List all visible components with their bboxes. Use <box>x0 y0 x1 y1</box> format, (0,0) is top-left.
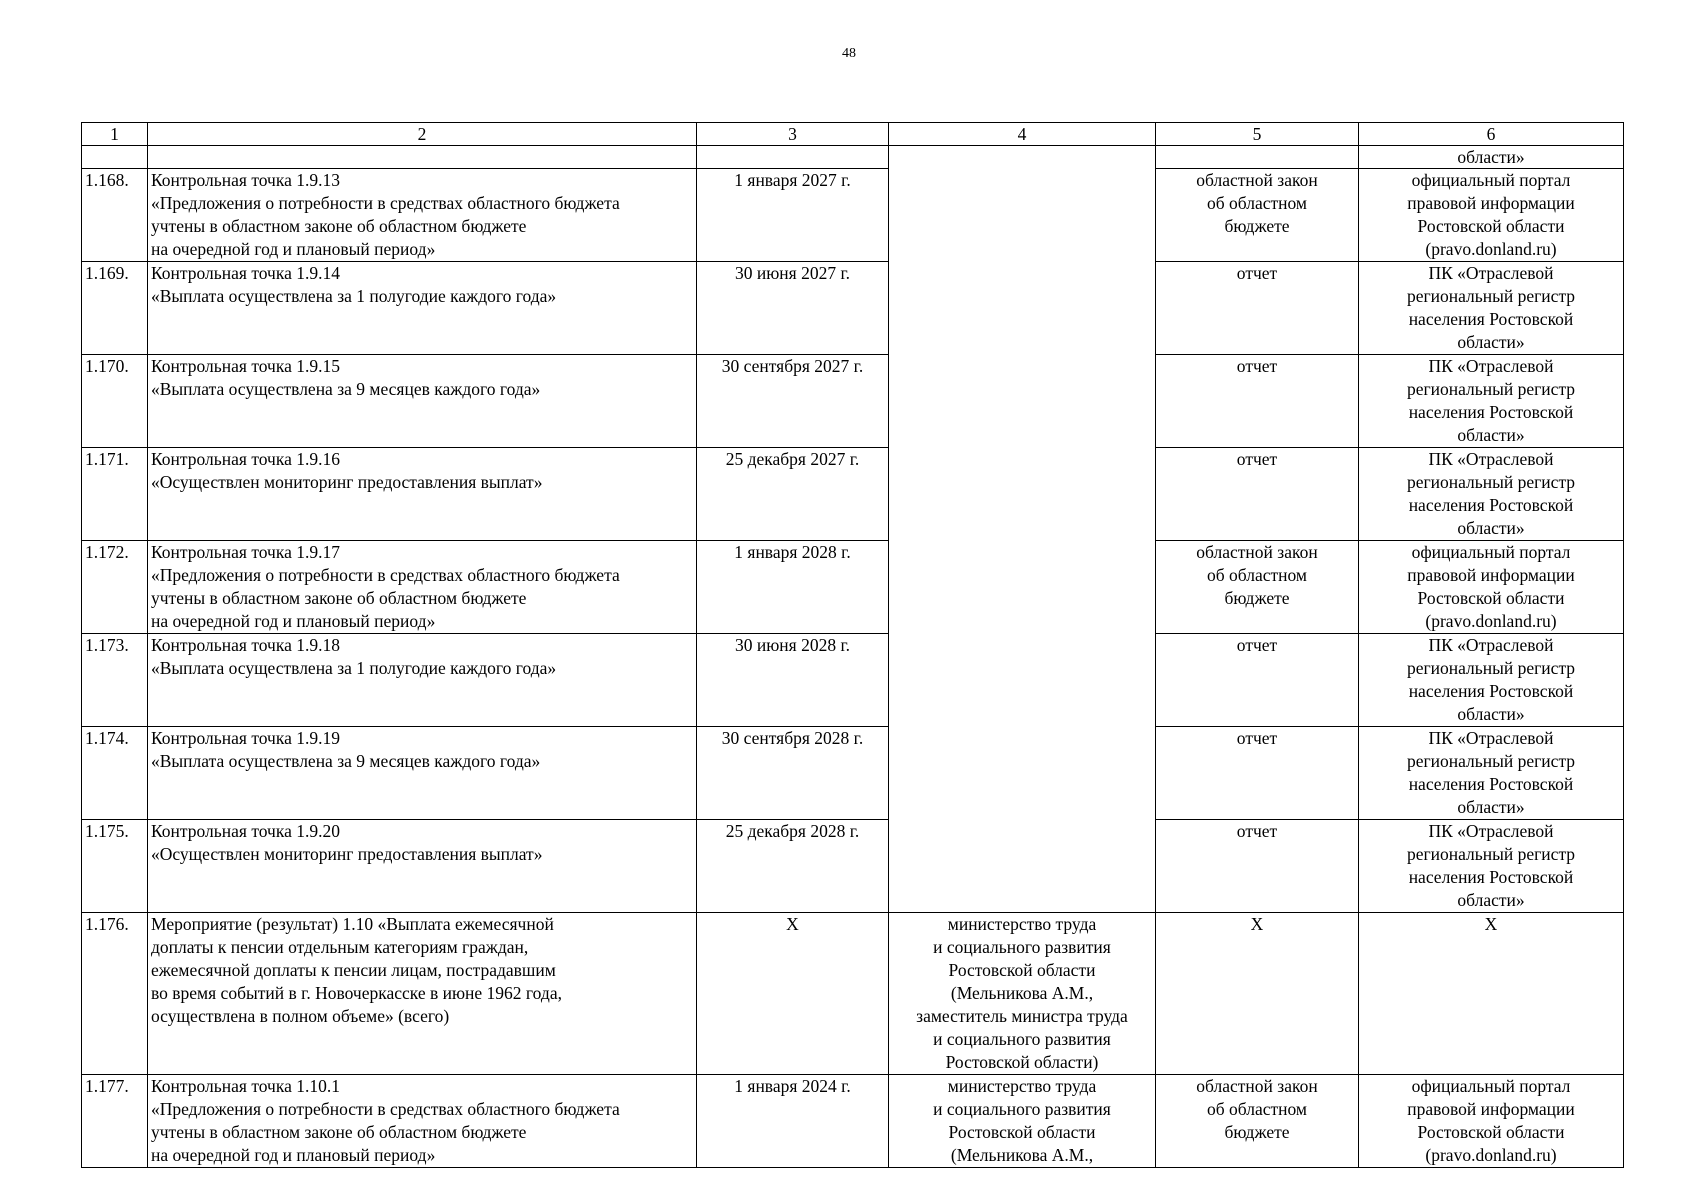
table.rows.2.c2-line: «Выплата осуществлена за 9 месяцев каждого года» <box>151 379 541 399</box>
table.event_row.c3-line: X <box>786 914 799 934</box>
information-source <box>1359 169 1624 262</box>
row-number: 1.171. <box>82 448 148 541</box>
table.rows.6.c2-line: «Выплата осуществлена за 9 месяцев каждого года» <box>151 751 541 771</box>
table.rows.0.c3-line: 1 января 2027 г. <box>734 170 851 190</box>
carryover-cell-document <box>1156 146 1359 169</box>
header-cell-3: 3 <box>697 123 889 146</box>
table.rows.6.c2-line: Контрольная точка 1.9.19 <box>151 728 340 748</box>
information-source <box>1359 355 1624 448</box>
table.rows.3.c6-line: региональный регистр <box>1406 472 1576 492</box>
table.rows.1.c2-line: «Выплата осуществлена за 1 полугодие каждого года» <box>151 286 557 306</box>
table.rows.5.c6-line: области» <box>1457 704 1525 724</box>
table-row <box>82 448 1624 541</box>
table.rows.4.c3-line: 1 января 2028 г. <box>734 542 851 562</box>
table.rows.4.c6-line: официальный портал <box>1411 542 1571 562</box>
table.rows.7.c2-line: «Осуществлен мониторинг предоставления выплат» <box>151 844 543 864</box>
table.rows.2.c2-line: Контрольная точка 1.9.15 <box>151 356 340 376</box>
table.rows.5.c5-line: отчет <box>1236 635 1278 655</box>
table.rows.4.c6-line: правовой информации <box>1407 565 1575 585</box>
table.rows.4.c2-line: учтены в областном законе об областном бюджете <box>151 588 527 608</box>
table.rows.1.c3-line: 30 июня 2027 г. <box>734 263 851 283</box>
table.rows.5.c6-line: населения Ростовской <box>1408 681 1574 701</box>
row-number: 1.172. <box>82 541 148 634</box>
table.last_row.c5-line: бюджете <box>1224 1122 1290 1142</box>
information-source <box>1359 541 1624 634</box>
due-date <box>697 448 889 541</box>
table.event_row.c2-line: доплаты к пенсии отдельным категориям граждан, <box>151 937 529 957</box>
table.rows.7.c3-line: 25 декабря 2028 г. <box>725 821 860 841</box>
table.rows.5.c2-line: Контрольная точка 1.9.18 <box>151 635 340 655</box>
table.last_row.c6-line: Ростовской области <box>1417 1122 1565 1142</box>
table.rows.4.c2-line: Контрольная точка 1.9.17 <box>151 542 340 562</box>
table.rows.4.c5-line: бюджете <box>1224 588 1290 608</box>
document-type <box>1156 262 1359 355</box>
document-type <box>1156 820 1359 913</box>
table-row <box>82 820 1624 913</box>
table.rows.0.c6-line: официальный портал <box>1411 170 1571 190</box>
document-type <box>1156 1075 1359 1168</box>
table.rows.3.c6-line: ПК «Отраслевой <box>1428 449 1554 469</box>
table.last_row.c3-line: 1 января 2024 г. <box>734 1076 851 1096</box>
table.rows.1.c2-line: Контрольная точка 1.9.14 <box>151 263 340 283</box>
plan-table-body <box>82 123 1624 1168</box>
table.rows.0.c2-line: учтены в областном законе об областном бюджете <box>151 216 527 236</box>
control-point-description <box>148 262 697 355</box>
table.event_row.c4-line: и социального развития <box>933 937 1111 957</box>
table.event_row.c5-line: X <box>1250 914 1264 934</box>
table.rows.0.c2-line: на очередной год и плановый период» <box>151 239 436 259</box>
table.last_row.c6-line: правовой информации <box>1407 1099 1575 1119</box>
table.rows.2.c6-line: региональный регистр <box>1406 379 1576 399</box>
table.last_row.c4-line: министерство труда <box>947 1076 1097 1096</box>
row-number: 1.173. <box>82 634 148 727</box>
row-number: 1.169. <box>82 262 148 355</box>
carryover-cell-date <box>697 146 889 169</box>
table.rows.7.c6-line: населения Ростовской <box>1408 867 1574 887</box>
table.rows.1.c6-line: ПК «Отраслевой <box>1428 263 1554 283</box>
document-type <box>1156 541 1359 634</box>
header-cell-4: 4 <box>889 123 1156 146</box>
table.event_row.c4-line: (Мельникова А.М., <box>950 983 1094 1003</box>
table.rows.3.c6-line: области» <box>1457 518 1525 538</box>
table.rows.2.c3-line: 30 сентября 2027 г. <box>721 356 864 376</box>
table.rows.3.c5-line: отчет <box>1236 449 1278 469</box>
table.event_row.c2-line: во время событий в г. Новочеркасске в июне 1962 года, <box>151 983 562 1003</box>
row-number: 1.168. <box>82 169 148 262</box>
table.rows.6.c3-line: 30 сентября 2028 г. <box>721 728 864 748</box>
responsible-cell-merged <box>889 146 1156 913</box>
table.rows.1.c6-line: населения Ростовской <box>1408 309 1574 329</box>
table.event_row.c2-line: ежемесячной доплаты к пенсии лицам, пострадавшим <box>151 960 556 980</box>
table.rows.3.c2-line: «Осуществлен мониторинг предоставления выплат» <box>151 472 543 492</box>
table.rows.0.c2-line: Контрольная точка 1.9.13 <box>151 170 340 190</box>
due-date <box>697 820 889 913</box>
header-row <box>82 123 1624 146</box>
table.rows.0.c2-line: «Предложения о потребности в средствах областного бюджета <box>151 193 620 213</box>
row-number: 1.174. <box>82 727 148 820</box>
information-source <box>1359 1075 1624 1168</box>
table.rows.1.c5-line: отчет <box>1236 263 1278 283</box>
table.rows.3.c6-line: населения Ростовской <box>1408 495 1574 515</box>
table.rows.0.c6-line: (pravo.donland.ru) <box>1425 239 1557 259</box>
table.rows.2.c5-line: отчет <box>1236 356 1278 376</box>
due-date <box>697 355 889 448</box>
table.last_row.c6-line: (pravo.donland.ru) <box>1425 1145 1557 1165</box>
table.last_row.c4-line: Ростовской области <box>948 1122 1096 1142</box>
information-source <box>1359 634 1624 727</box>
row-number: 1.176. <box>82 913 148 1075</box>
control-point-description <box>148 169 697 262</box>
table.rows.0.c5-line: бюджете <box>1224 216 1290 236</box>
table.rows.5.c6-line: региональный регистр <box>1406 658 1576 678</box>
table.rows.3.c3-line: 25 декабря 2027 г. <box>725 449 860 469</box>
control-point-description <box>148 1075 697 1168</box>
table.event_row.c2-line: Мероприятие (результат) 1.10 «Выплата ежемесячной <box>151 914 554 934</box>
table.last_row.c2-line: Контрольная точка 1.10.1 <box>151 1076 340 1096</box>
due-date <box>697 262 889 355</box>
table.rows.4.c2-line: «Предложения о потребности в средствах областного бюджета <box>151 565 620 585</box>
table.rows.0.c5-line: областной закон <box>1196 170 1318 190</box>
table-row <box>82 541 1624 634</box>
table.event_row.c4-line: министерство труда <box>947 914 1097 934</box>
information-source <box>1359 820 1624 913</box>
due-date <box>697 634 889 727</box>
table.rows.1.c6-line: региональный регистр <box>1406 286 1576 306</box>
table.rows.0.c6-line: правовой информации <box>1407 193 1575 213</box>
table.rows.5.c2-line: «Выплата осуществлена за 1 полугодие каждого года» <box>151 658 557 678</box>
table-row <box>82 913 1624 1075</box>
table.last_row.c4-line: (Мельникова А.М., <box>950 1145 1094 1165</box>
table.rows.5.c6-line: ПК «Отраслевой <box>1428 635 1554 655</box>
table.rows.0.c5-line: об областном <box>1206 193 1308 213</box>
table.rows.4.c5-line: областной закон <box>1196 542 1318 562</box>
table.event_row.c4-line: Ростовской области) <box>945 1052 1099 1072</box>
table.rows.6.c6-line: области» <box>1457 797 1525 817</box>
due-date <box>697 169 889 262</box>
table.rows.6.c6-line: ПК «Отраслевой <box>1428 728 1554 748</box>
header-cell-1: 1 <box>82 123 148 146</box>
header-cell-2: 2 <box>148 123 697 146</box>
due-date <box>697 1075 889 1168</box>
table.rows.6.c5-line: отчет <box>1236 728 1278 748</box>
table.rows.4.c6-line: Ростовской области <box>1417 588 1565 608</box>
control-point-description <box>148 541 697 634</box>
table.event_row.c2-line: осуществлена в полном объеме» (всего) <box>151 1006 450 1026</box>
row-number: 1.175. <box>82 820 148 913</box>
table.event_row.c4-line: заместитель министра труда <box>916 1006 1128 1026</box>
table.event_row.c6-line: X <box>1484 914 1498 934</box>
document-type <box>1156 727 1359 820</box>
event-description <box>148 913 697 1075</box>
table-row <box>82 262 1624 355</box>
page-number: 48 <box>842 46 856 61</box>
responsible-executor <box>889 1075 1156 1168</box>
document-type <box>1156 169 1359 262</box>
table.last_row.c5-line: об областном <box>1206 1099 1308 1119</box>
due-date <box>697 913 889 1075</box>
document-type <box>1156 448 1359 541</box>
table.rows.5.c3-line: 30 июня 2028 г. <box>734 635 851 655</box>
control-point-description <box>148 448 697 541</box>
table-row <box>82 727 1624 820</box>
carryover-cell-source: области» <box>1359 146 1624 169</box>
table.last_row.c4-line: и социального развития <box>933 1099 1111 1119</box>
information-source <box>1359 727 1624 820</box>
information-source <box>1359 262 1624 355</box>
table.rows.6.c6-line: населения Ростовской <box>1408 774 1574 794</box>
row-number: 1.177. <box>82 1075 148 1168</box>
control-point-description <box>148 820 697 913</box>
table-row <box>82 169 1624 262</box>
due-date <box>697 727 889 820</box>
table-row <box>82 355 1624 448</box>
table-row <box>82 1075 1624 1168</box>
carryover-cell-num <box>82 146 148 169</box>
table.rows.2.c6-line: области» <box>1457 425 1525 445</box>
responsible-executor <box>889 913 1156 1075</box>
header-cell-6: 6 <box>1359 123 1624 146</box>
table-row <box>82 634 1624 727</box>
table.rows.4.c2-line: на очередной год и плановый период» <box>151 611 436 631</box>
table.rows.7.c6-line: ПК «Отраслевой <box>1428 821 1554 841</box>
information-source <box>1359 913 1624 1075</box>
table.rows.4.c5-line: об областном <box>1206 565 1308 585</box>
table.last_row.c5-line: областной закон <box>1196 1076 1318 1096</box>
document-type <box>1156 355 1359 448</box>
plan-table <box>81 122 1624 1168</box>
table.event_row.c4-line: и социального развития <box>933 1029 1111 1049</box>
table.last_row.c2-line: учтены в областном законе об областном бюджете <box>151 1122 527 1142</box>
row-number: 1.170. <box>82 355 148 448</box>
control-point-description <box>148 634 697 727</box>
document-type <box>1156 634 1359 727</box>
table.rows.6.c6-line: региональный регистр <box>1406 751 1576 771</box>
carryover-row <box>82 146 1624 169</box>
table.last_row.c6-line: официальный портал <box>1411 1076 1571 1096</box>
table.rows.7.c6-line: региональный регистр <box>1406 844 1576 864</box>
carryover-cell-description <box>148 146 697 169</box>
table.rows.7.c6-line: области» <box>1457 890 1525 910</box>
table.rows.2.c6-line: населения Ростовской <box>1408 402 1574 422</box>
table.rows.4.c6-line: (pravo.donland.ru) <box>1425 611 1557 631</box>
table.rows.0.c6-line: Ростовской области <box>1417 216 1565 236</box>
table.event_row.c4-line: Ростовской области <box>948 960 1096 980</box>
table.last_row.c2-line: «Предложения о потребности в средствах областного бюджета <box>151 1099 620 1119</box>
header-cell-5: 5 <box>1156 123 1359 146</box>
table.last_row.c2-line: на очередной год и плановый период» <box>151 1145 436 1165</box>
document-type <box>1156 913 1359 1075</box>
due-date <box>697 541 889 634</box>
table.rows.2.c6-line: ПК «Отраслевой <box>1428 356 1554 376</box>
table.rows.7.c2-line: Контрольная точка 1.9.20 <box>151 821 340 841</box>
table.rows.3.c2-line: Контрольная точка 1.9.16 <box>151 449 340 469</box>
table.rows.7.c5-line: отчет <box>1236 821 1278 841</box>
control-point-description <box>148 727 697 820</box>
information-source <box>1359 448 1624 541</box>
table.rows.1.c6-line: области» <box>1457 332 1525 352</box>
control-point-description <box>148 355 697 448</box>
